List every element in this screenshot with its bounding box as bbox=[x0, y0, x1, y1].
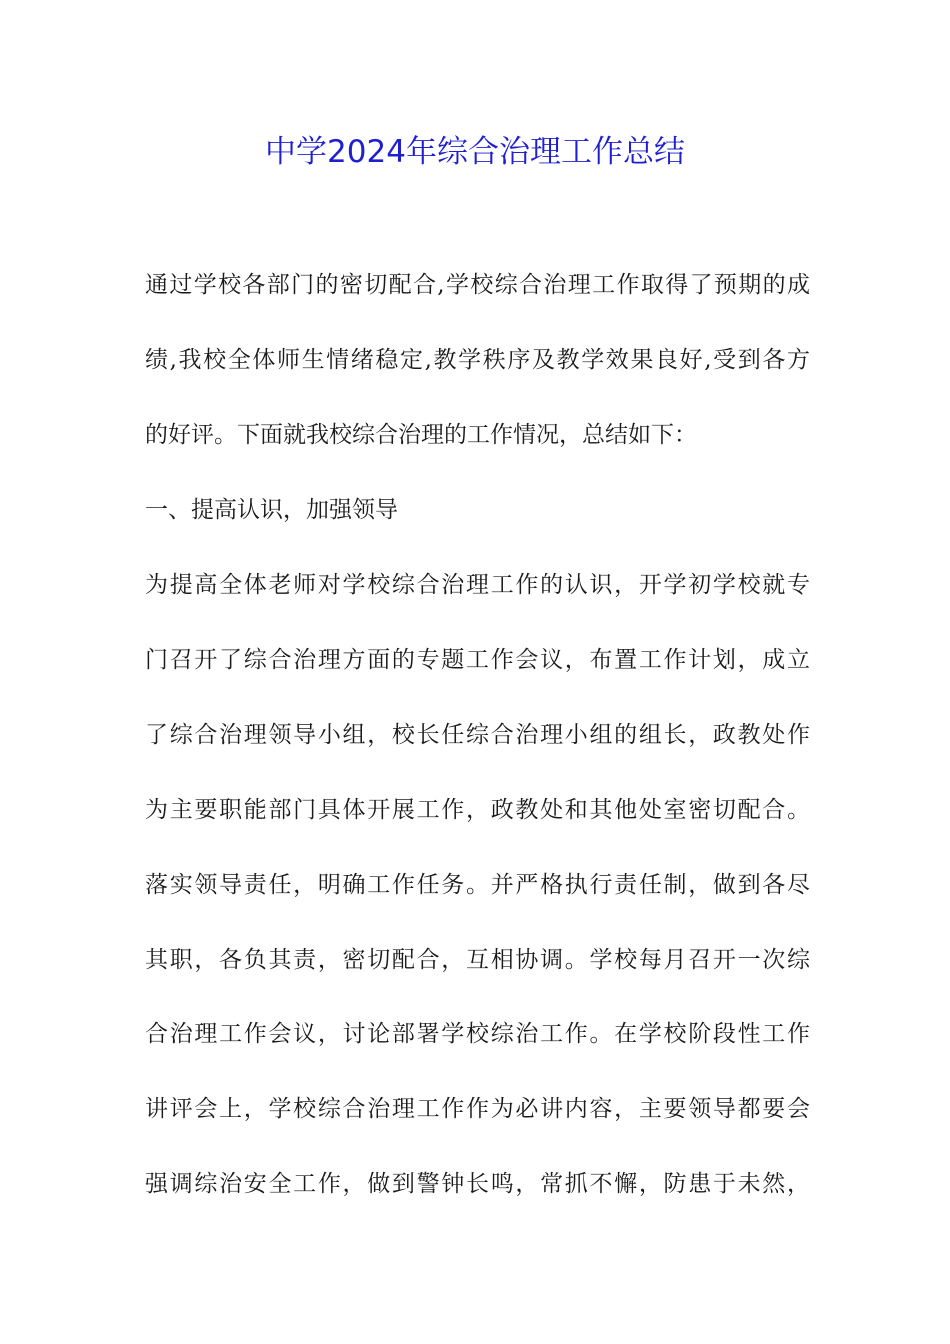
paragraph-line: 为主要职能部门具体开展工作，政教处和其他处室密切配合。 bbox=[145, 797, 810, 823]
paragraph-line: 门召开了综合治理方面的专题工作会议，布置工作计划，成立 bbox=[145, 647, 810, 673]
document-title: 中学2024年综合治理工作总结 bbox=[265, 134, 685, 170]
paragraph-line: 其职，各负其责，密切配合，互相协调。学校每月召开一次综 bbox=[145, 947, 810, 973]
section-heading: 一、提高认识，加强领导 bbox=[145, 497, 398, 523]
paragraph-line: 绩,我校全体师生情绪稳定,教学秩序及教学效果良好,受到各方 bbox=[145, 347, 810, 373]
paragraph-line: 合治理工作会议，讨论部署学校综治工作。在学校阶段性工作 bbox=[145, 1021, 810, 1047]
paragraph-line: 的好评。下面就我校综合治理的工作情况，总结如下： bbox=[145, 422, 697, 448]
paragraph-line: 落实领导责任，明确工作任务。并严格执行责任制，做到各尽 bbox=[145, 872, 810, 898]
paragraph-line: 为提高全体老师对学校综合治理工作的认识，开学初学校就专 bbox=[145, 572, 810, 598]
paragraph-line: 强调综治安全工作，做到警钟长鸣，常抓不懈，防患于未然， bbox=[145, 1171, 810, 1197]
paragraph-line: 讲评会上，学校综合治理工作作为必讲内容，主要领导都要会 bbox=[145, 1096, 810, 1122]
paragraph-line: 通过学校各部门的密切配合,学校综合治理工作取得了预期的成 bbox=[145, 272, 810, 298]
paragraph-line: 了综合治理领导小组，校长任综合治理小组的组长，政教处作 bbox=[145, 722, 810, 748]
